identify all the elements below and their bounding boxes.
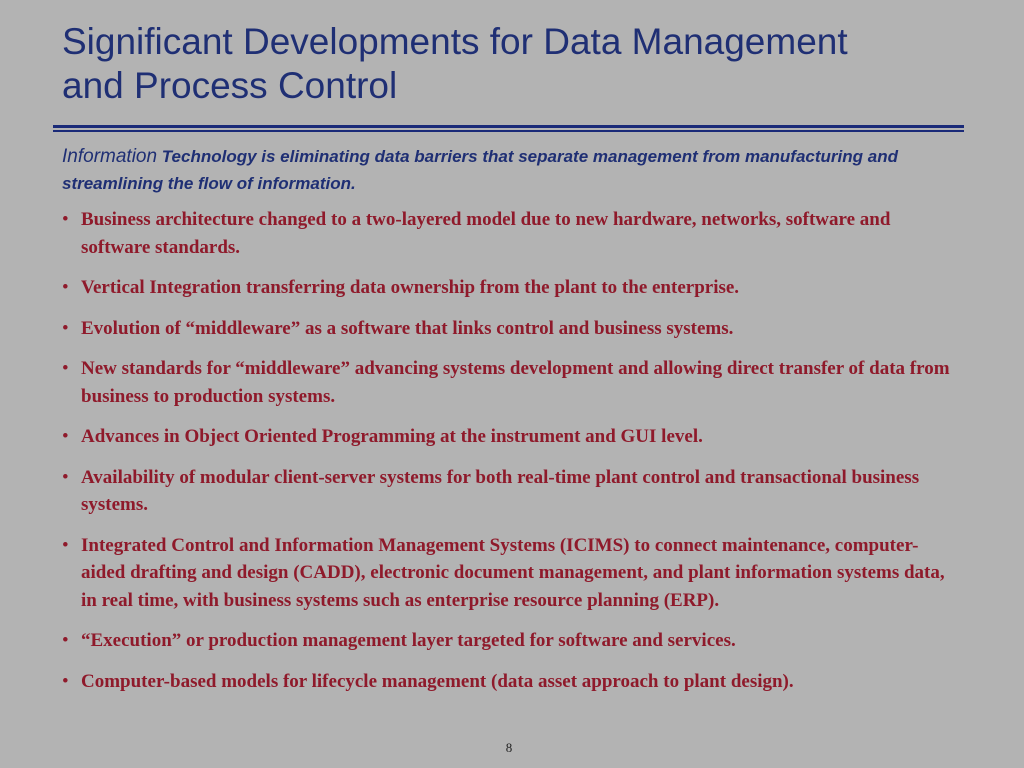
- bullet-text: “Execution” or production management layer targeted for software and services.: [81, 630, 736, 651]
- bullet-marker: •: [62, 466, 69, 488]
- intro-lead-word: Information: [62, 146, 158, 167]
- bullet-text: Vertical Integration transferring data ownership from the plant to the enterprise.: [81, 277, 740, 298]
- bullet-item: [62, 423, 962, 451]
- bullet-marker: •: [62, 277, 69, 298]
- bullet-text: Business architecture changed to a two-layered model due to new hardware, networks, software and software standards.: [81, 209, 891, 258]
- bullet-item: [62, 274, 962, 302]
- bullet-text: New standards for “middleware” advancing systems development and allowing direct transfer of data from business to production systems.: [81, 358, 950, 407]
- bullet-text: Availability of modular client-server systems for both real-time plant control and transactional business systems.: [81, 466, 920, 515]
- bullet-item: [62, 464, 962, 519]
- bullet-marker: •: [62, 534, 69, 556]
- bullet-list: [62, 206, 962, 708]
- bullet-marker: •: [62, 209, 69, 230]
- bullet-text: Advances in Object Oriented Programming at the instrument and GUI level.: [81, 426, 703, 447]
- bullet-item: [62, 206, 962, 261]
- bullet-item: [62, 355, 962, 410]
- bullet-marker: •: [62, 630, 69, 651]
- bullet-marker: •: [62, 670, 69, 692]
- bullet-item: [62, 627, 962, 655]
- bullet-marker: •: [62, 358, 69, 379]
- bullet-text: Computer-based models for lifecycle management (data asset approach to plant design).: [81, 670, 794, 692]
- bullet-item: [62, 315, 962, 343]
- bullet-marker: •: [62, 317, 69, 339]
- bullet-marker: •: [62, 426, 69, 447]
- slide-title-line-1: Significant Developments for Data Management: [62, 21, 848, 62]
- intro-text: Technology is eliminating data barriers that separate management from manufacturing and streamlining the flow of information.: [62, 147, 898, 193]
- bullet-item: [62, 668, 962, 696]
- bullet-text: Integrated Control and Information Management Systems (ICIMS) to connect maintenance, computer-aided drafting and design (CADD), electronic document management, and plant information systems data, in real time, with business systems such as enterprise resource planning (ERP).: [81, 534, 945, 611]
- bullet-text: Evolution of “middleware” as a software that links control and business systems.: [81, 317, 734, 339]
- title-divider-bottom: [53, 130, 964, 132]
- slide-title: [62, 20, 982, 108]
- bullet-item: [62, 532, 962, 615]
- slide-title-line-2: and Process Control: [62, 65, 398, 106]
- title-divider-top: [53, 125, 964, 128]
- page-number: 8: [505, 740, 513, 755]
- intro-paragraph: [62, 143, 962, 197]
